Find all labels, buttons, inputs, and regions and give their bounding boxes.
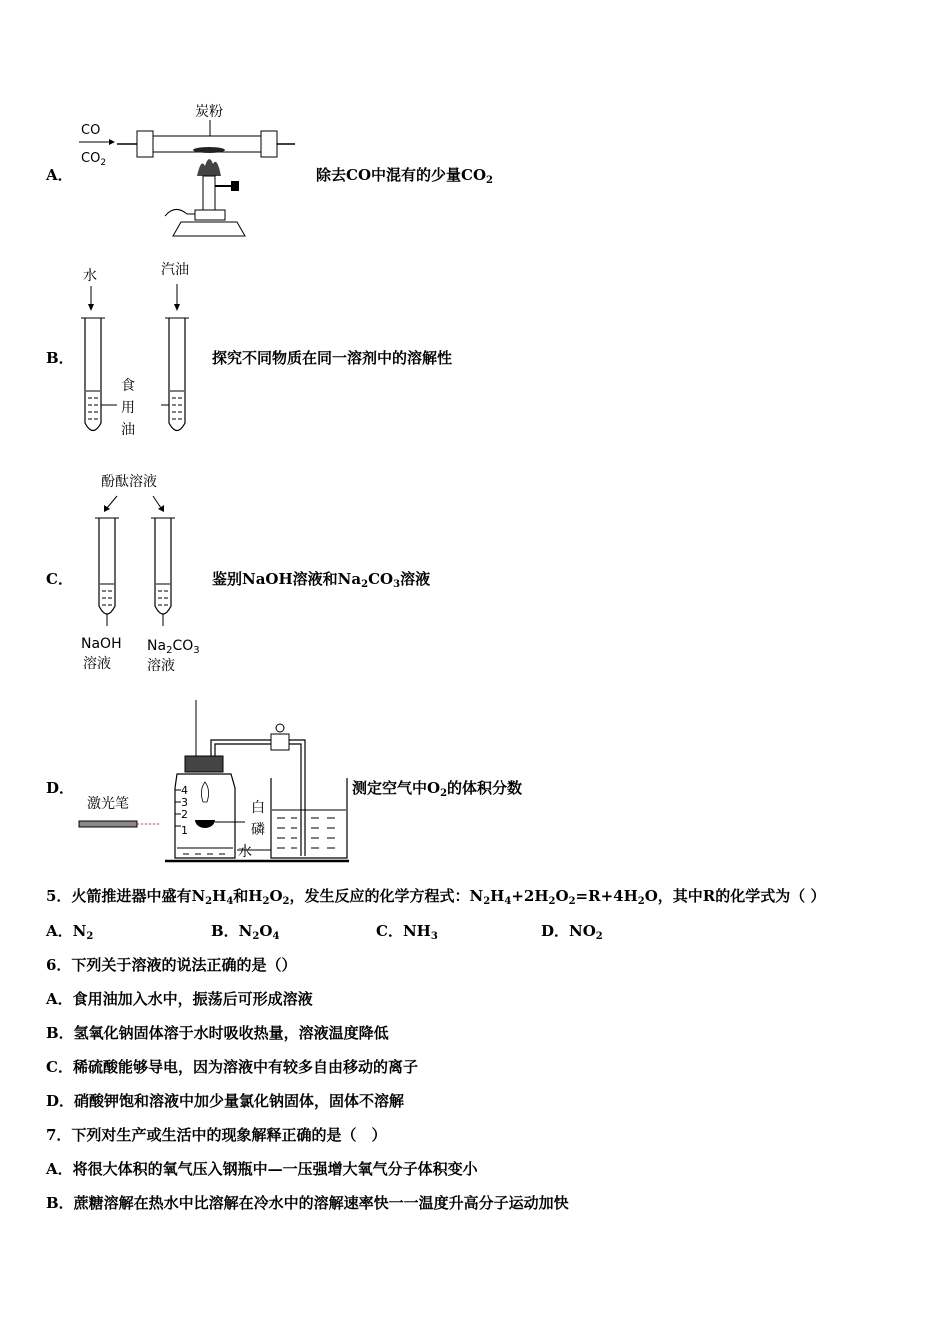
fig-c-arrow-right bbox=[153, 496, 161, 508]
fig-a-burner-barrel bbox=[203, 176, 215, 210]
fig-a-valve-knob bbox=[231, 181, 239, 191]
fig-c-na2co3-2: 溶液 bbox=[147, 658, 175, 674]
q6-choice-b[interactable]: B．氢氧化钠固体溶于水时吸收热量，溶液温度降低 bbox=[46, 1024, 389, 1042]
fig-c-na2co3-1: $Na_2CO_3$ bbox=[147, 638, 200, 656]
q7-choice-a[interactable]: A．将很大体积的氧气压入钢瓶中—一压强增大氧气分子体积变小 bbox=[46, 1160, 478, 1178]
fig-a-label-carbon: 炭粉 bbox=[195, 104, 223, 120]
option-a-letter: A． bbox=[46, 166, 73, 184]
option-d-description: 测定空气中$O_2$的体积分数 bbox=[352, 779, 523, 799]
fig-d-clamp-handle bbox=[276, 724, 284, 732]
q5-stem: 5．火箭推进器中盛有$N_2H_4$和$H_2O_2$，发生反应的化学方程式：$N_2H_4+2H_2O_2=R+4H_2O$，其中R的化学式为（ ） bbox=[46, 887, 826, 907]
q5-choice-d[interactable]: D．$NO_2$ bbox=[541, 922, 603, 942]
fig-a-gas-in: CO bbox=[81, 123, 101, 138]
option-a-description: 除去CO中混有的少量$CO_2$ bbox=[316, 166, 493, 186]
fig-b-label-water: 水 bbox=[83, 268, 97, 284]
fig-b-left-tube bbox=[85, 318, 101, 431]
q6-choice-d[interactable]: D．硝酸钾饱和溶液中加少量氯化钠固体，固体不溶解 bbox=[46, 1092, 405, 1110]
fig-b-oil-1: 食 bbox=[121, 378, 135, 394]
q6-stem: 6．下列关于溶液的说法正确的是（） bbox=[46, 956, 297, 974]
fig-b-oil-3: 油 bbox=[121, 422, 135, 438]
fig-d-scale-1: 1 bbox=[181, 824, 188, 837]
fig-c-right-liquid bbox=[156, 584, 170, 605]
figure-a-apparatus bbox=[75, 98, 305, 243]
fig-c-label-phenol: 酚酞溶液 bbox=[101, 474, 157, 490]
q6-choice-a[interactable]: A．食用油加入水中，振荡后可形成溶液 bbox=[46, 990, 313, 1008]
fig-c-naoh-2: 溶液 bbox=[83, 656, 111, 672]
q5-choice-a[interactable]: A．$N_2$ bbox=[46, 922, 94, 942]
fig-b-label-gasoline: 汽油 bbox=[161, 262, 189, 278]
fig-d-beaker-water bbox=[272, 810, 346, 848]
fig-d-label-phosphorus: 磷 bbox=[251, 822, 265, 838]
fig-d-label-white: 白 bbox=[251, 800, 265, 816]
fig-d-clamp bbox=[271, 734, 289, 750]
fig-c-arrowhead-right bbox=[158, 505, 164, 512]
fig-d-scale-3: 3 bbox=[181, 796, 188, 809]
fig-a-carbon-powder bbox=[193, 147, 225, 153]
option-d-letter: D． bbox=[46, 779, 75, 797]
fig-b-water-arrowhead bbox=[88, 304, 94, 311]
q7-choice-b[interactable]: B．蔗糖溶解在热水中比溶解在冷水中的溶解速率快一一温度升高分子运动加快 bbox=[46, 1194, 569, 1212]
fig-b-left-liquid bbox=[86, 391, 100, 419]
q5-choice-b[interactable]: B．$N_2O_4$ bbox=[211, 922, 280, 942]
fig-d-stopper bbox=[185, 756, 223, 772]
fig-d-scale-2: 2 bbox=[181, 808, 188, 821]
option-c-description: 鉴别NaOH溶液和$Na_2CO_3$溶液 bbox=[212, 570, 431, 590]
q6-choice-c[interactable]: C．稀硫酸能够导电，因为溶液中有较多自由移动的离子 bbox=[46, 1058, 418, 1076]
fig-c-naoh-1: NaOH bbox=[81, 636, 122, 652]
q7-stem: 7．下列对生产或生活中的现象解释正确的是（ ） bbox=[46, 1126, 387, 1144]
figure-b-test-tubes bbox=[75, 258, 205, 443]
figure-c-test-tubes bbox=[75, 466, 210, 676]
option-b-description: 探究不同物质在同一溶剂中的溶解性 bbox=[212, 349, 453, 367]
fig-d-laser-pen bbox=[79, 821, 137, 827]
fig-a-arrowhead bbox=[109, 139, 115, 145]
fig-b-gasoline-arrowhead bbox=[174, 304, 180, 311]
fig-d-scale-4: 4 bbox=[181, 784, 188, 797]
figure-d-apparatus bbox=[75, 698, 355, 870]
fig-a-flame bbox=[197, 159, 221, 176]
option-b-letter: B． bbox=[46, 349, 74, 367]
fig-b-oil-2: 用 bbox=[121, 400, 135, 416]
fig-c-arrow-left bbox=[107, 496, 117, 508]
fig-b-right-liquid bbox=[170, 391, 184, 419]
q5-choice-c[interactable]: C．$NH_3$ bbox=[376, 922, 438, 942]
fig-a-left-stopper bbox=[137, 131, 153, 157]
fig-d-label-laser: 激光笔 bbox=[87, 796, 129, 812]
fig-c-left-liquid bbox=[100, 584, 114, 605]
fig-a-right-stopper bbox=[261, 131, 277, 157]
fig-a-burner-base bbox=[195, 210, 225, 220]
fig-c-right-tube bbox=[155, 518, 171, 614]
fig-a-gas-out: $CO_2$ bbox=[81, 151, 107, 168]
fig-b-right-tube bbox=[169, 318, 185, 431]
option-c-letter: C． bbox=[46, 570, 73, 588]
fig-c-left-tube bbox=[99, 518, 115, 614]
fig-a-stand bbox=[173, 222, 245, 236]
fig-d-label-water: 水 bbox=[238, 844, 252, 860]
